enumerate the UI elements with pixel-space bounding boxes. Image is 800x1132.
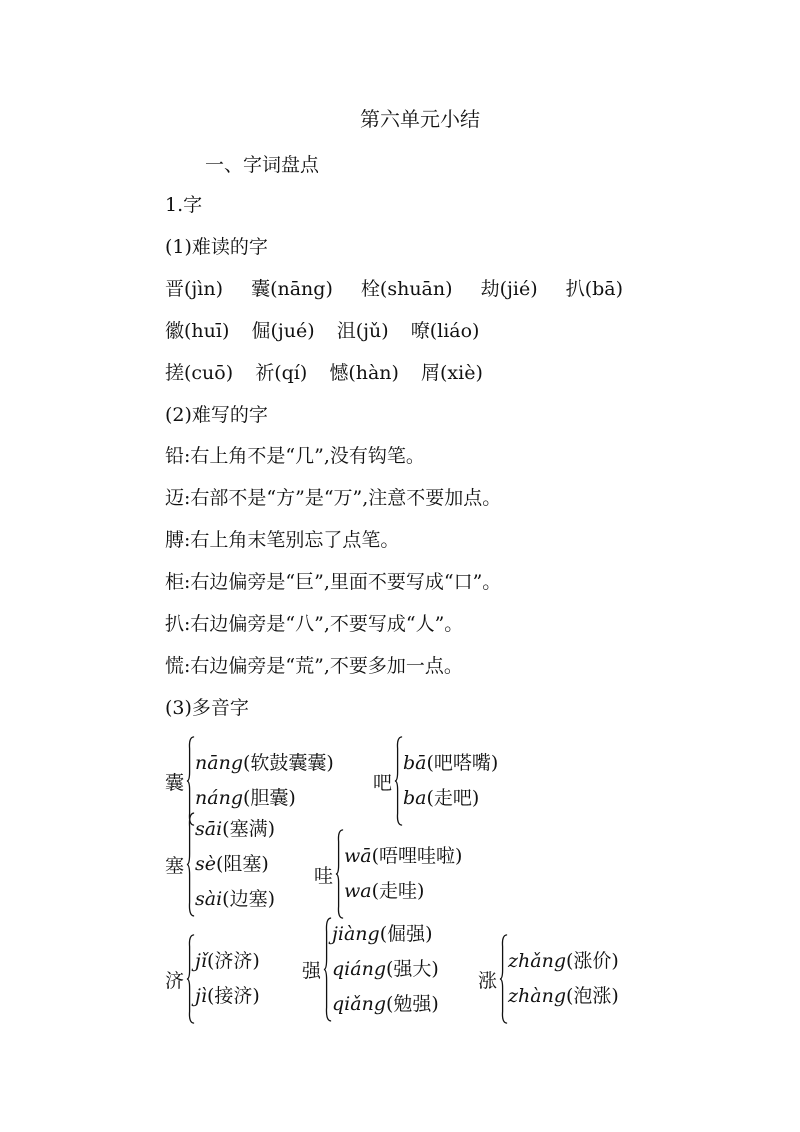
polyphonic-option: bā(吧嗒嘴) <box>403 752 499 774</box>
hard-write-item: 迈:右部不是“方”是“万”,注意不要加点。 <box>165 487 502 509</box>
pinyin-entry: 屑(xiè) <box>421 362 483 384</box>
polyphonic-group <box>165 812 275 917</box>
polyphonic-group <box>478 934 619 1024</box>
hard-write-item: 柜:右边偏旁是“巨”,里面不要写成“口”。 <box>165 571 502 593</box>
brace-icon <box>335 829 344 919</box>
polyphonic-option: zhàng(泡涨) <box>508 985 619 1007</box>
pinyin-entry: 沮(jǔ) <box>336 320 389 342</box>
hard-read-row <box>165 276 623 302</box>
polyphonic-heading: (3)多音字 <box>165 697 249 719</box>
polyphonic-char: 涨 <box>478 969 498 992</box>
pinyin-entry: 嘹(liáo) <box>410 320 480 342</box>
pinyin-entry: 劫(jié) <box>480 278 538 300</box>
page-title: 第六单元小结 <box>360 107 480 131</box>
polyphonic-char: 吧 <box>373 771 393 794</box>
polyphonic-char: 济 <box>165 969 185 992</box>
brace-icon <box>323 917 332 1022</box>
polyphonic-char: 塞 <box>165 855 185 877</box>
pinyin-entry: 倔(jué) <box>251 320 315 342</box>
polyphonic-char: 哇 <box>314 864 334 887</box>
hard-read-row <box>165 360 483 386</box>
polyphonic-option: zhǎng(涨价) <box>508 950 619 972</box>
polyphonic-group <box>302 917 439 1022</box>
pinyin-entry: 扒(bā) <box>565 278 624 300</box>
section-heading: 一、字词盘点 <box>205 154 320 176</box>
hard-write-item: 铅:右上角不是“几”,没有钩笔。 <box>165 445 425 467</box>
hard-read-heading: (1)难读的字 <box>165 236 268 258</box>
polyphonic-group <box>373 736 498 826</box>
polyphonic-option: sāi(塞满) <box>195 818 275 840</box>
pinyin-entry: 搓(cuō) <box>165 362 234 384</box>
polyphonic-group <box>314 829 462 919</box>
hard-write-item: 慌:右边偏旁是“荒”,不要多加一点。 <box>165 655 463 677</box>
polyphonic-option: jiàng(倔强) <box>332 923 433 945</box>
hard-write-item: 扒:右边偏旁是“八”,不要写成“人”。 <box>165 613 464 635</box>
polyphonic-option: náng(胆囊) <box>195 787 296 809</box>
subsection-heading: 1.字 <box>165 194 203 216</box>
brace-icon <box>186 934 195 1024</box>
polyphonic-option: wa(走哇) <box>344 880 425 902</box>
polyphonic-char: 强 <box>302 960 322 982</box>
pinyin-entry: 祈(qí) <box>255 362 308 384</box>
brace-icon <box>499 934 508 1024</box>
polyphonic-option: wā(唔哩哇啦) <box>344 845 463 867</box>
polyphonic-option: jì(接济) <box>195 985 260 1007</box>
polyphonic-option: qiáng(强大) <box>332 958 439 980</box>
hard-read-row <box>165 318 479 344</box>
polyphonic-option: sè(阻塞) <box>195 853 269 875</box>
polyphonic-option: qiǎng(勉强) <box>332 993 439 1015</box>
pinyin-entry: 晋(jìn) <box>165 278 224 300</box>
pinyin-entry: 栓(shuān) <box>360 278 453 300</box>
hard-write-heading: (2)难写的字 <box>165 404 268 426</box>
brace-icon <box>186 812 195 917</box>
polyphonic-char: 囊 <box>165 771 185 794</box>
hard-write-item: 膊:右上角末笔别忘了点笔。 <box>165 529 400 551</box>
polyphonic-option: ba(走吧) <box>403 787 480 809</box>
polyphonic-option: nāng(软鼓囊囊) <box>195 752 334 774</box>
polyphonic-group <box>165 934 260 1024</box>
pinyin-entry: 囊(nāng) <box>251 278 333 300</box>
pinyin-entry: 憾(hàn) <box>329 362 399 384</box>
pinyin-entry: 徽(huī) <box>165 320 230 342</box>
polyphonic-option: sài(边塞) <box>195 888 275 910</box>
brace-icon <box>394 736 403 826</box>
polyphonic-option: jǐ(济济) <box>195 950 260 972</box>
